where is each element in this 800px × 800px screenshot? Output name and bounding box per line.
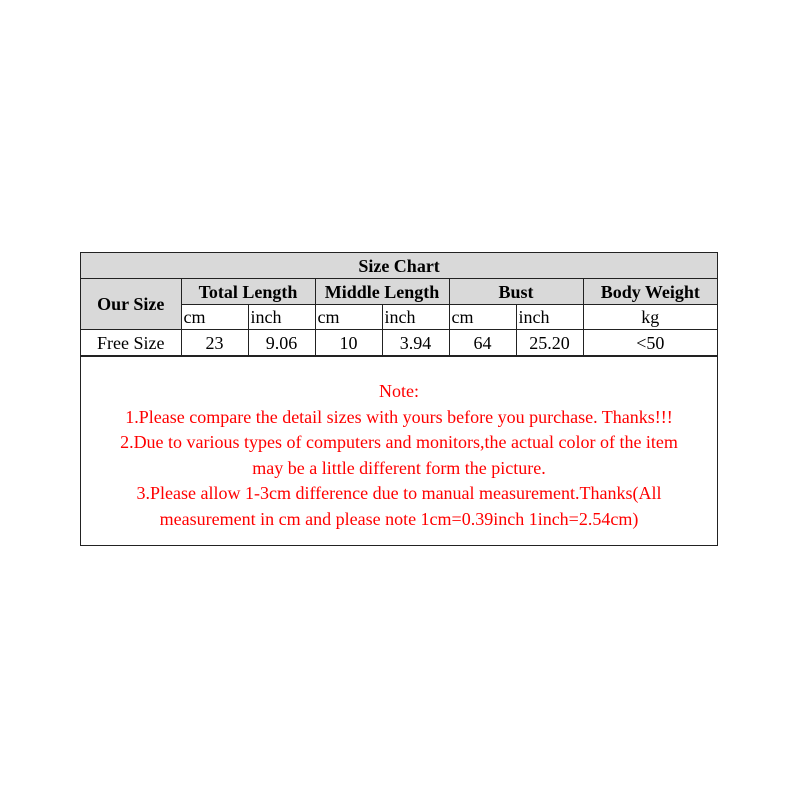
note-line: may be a little different form the picture. [252,457,546,478]
value-cell: 23 [181,330,248,356]
unit-cell: cm [449,305,516,330]
table-row [81,330,717,356]
bust-header: Bust [449,279,583,305]
value-cell: <50 [583,330,717,356]
note-line: measurement in cm and please note 1cm=0.39inch 1inch=2.54cm) [159,508,639,529]
value-cell: 3.94 [382,330,449,356]
unit-cell: cm [315,305,382,330]
unit-cell: cm [181,305,248,330]
unit-cell: inch [248,305,315,330]
value-cell: 10 [315,330,382,356]
value-cell: 64 [449,330,516,356]
notes-section [81,356,717,532]
unit-cell: kg [583,305,717,330]
our-size-header: Our Size [81,279,181,330]
table-title: Size Chart [81,253,717,279]
unit-cell: inch [382,305,449,330]
total-length-header: Total Length [181,279,315,305]
note-line: 1.Please compare the detail sizes with yours before you purchase. Thanks!!! [125,406,673,427]
middle-length-header: Middle Length [315,279,449,305]
note-line: 2.Due to various types of computers and monitors,the actual color of the item [120,432,678,452]
size-table [81,253,717,356]
note-line: 3.Please allow 1-3cm difference due to manual measurement.Thanks(All [136,483,662,503]
unit-cell: inch [516,305,583,330]
note-heading: Note: [379,381,419,401]
size-chart [80,252,718,546]
value-cell: 9.06 [248,330,315,356]
size-cell: Free Size [81,330,181,356]
body-weight-header: Body Weight [583,279,717,305]
value-cell: 25.20 [516,330,583,356]
